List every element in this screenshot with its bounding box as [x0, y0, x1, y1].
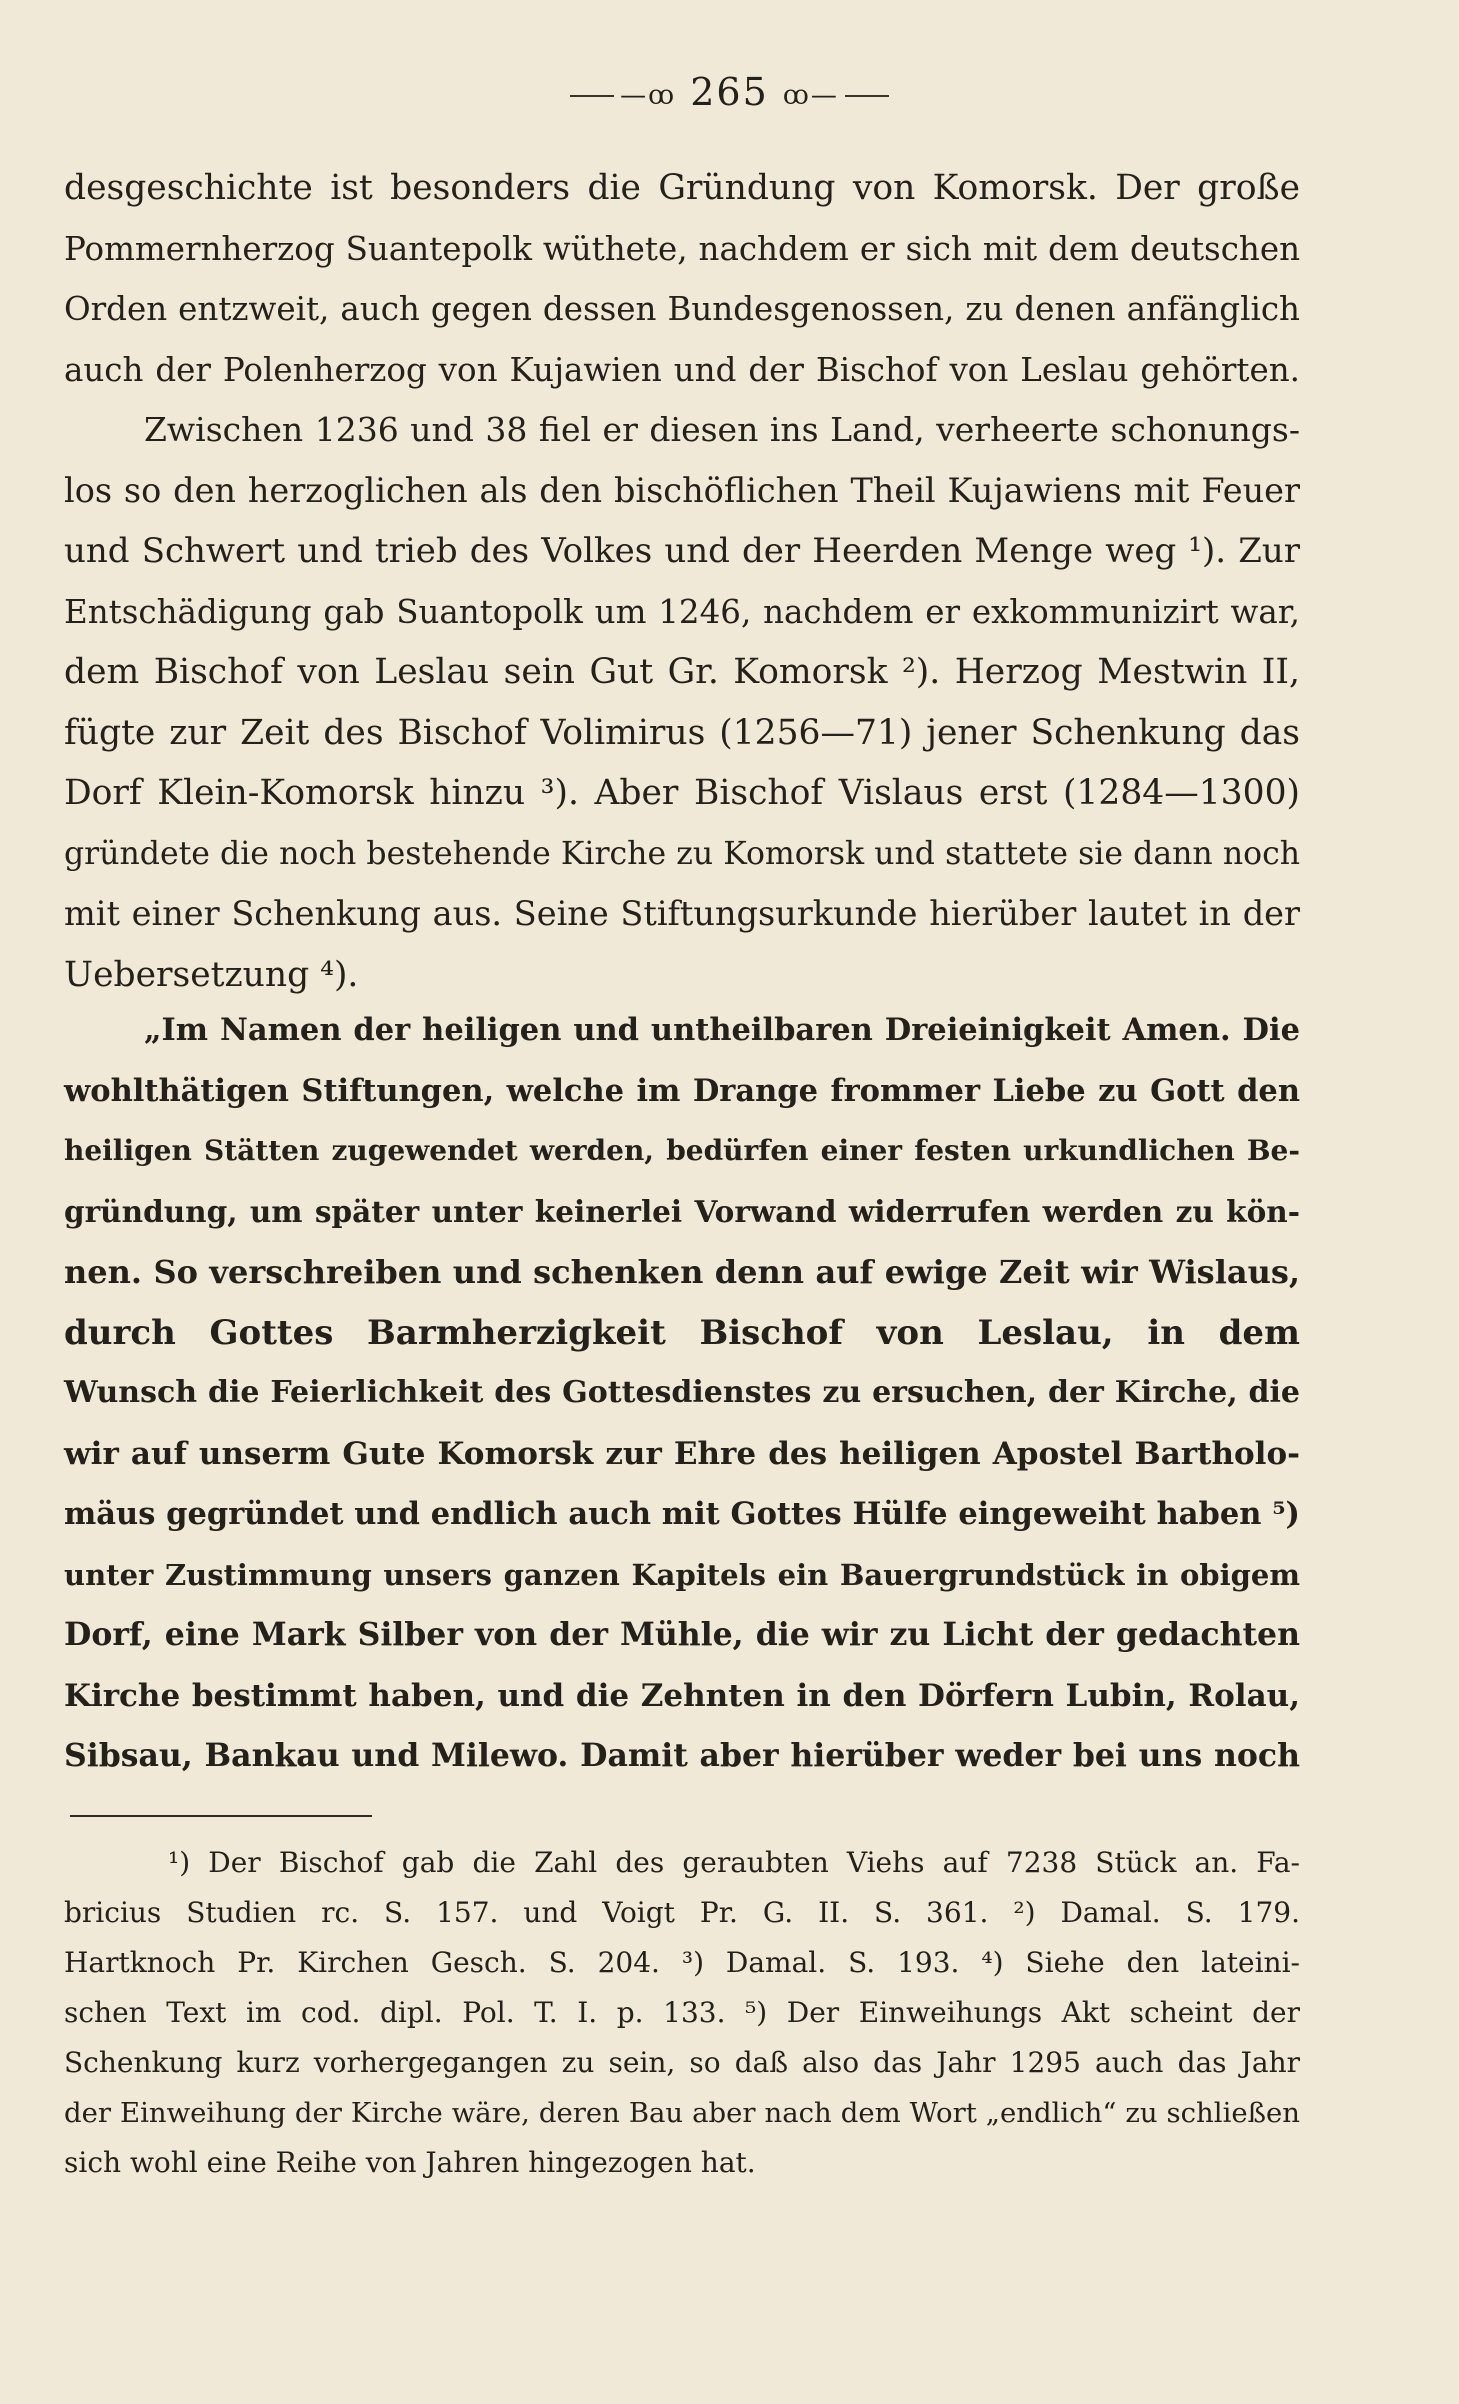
header-rule-left — [570, 95, 614, 97]
quote-line: „Im Namen der heiligen und untheilbaren Dreieinigkeit Amen. Die — [144, 1012, 1300, 1048]
text-line: Entschädigung gab Suantopolk um 1246, nachdem er exkommunizirt war, — [64, 592, 1300, 631]
text-line: dem Bischof von Leslau sein Gut Gr. Komorsk ²). Herzog Mestwin II, — [64, 652, 1300, 692]
footnotes — [64, 1838, 1300, 2188]
quoted-charter — [64, 1000, 1300, 1787]
quote-line: unter Zustimmung unsers ganzen Kapitels ein Bauergrundstück in obigem — [64, 1557, 1300, 1592]
text-line: los so den herzoglichen als den bischöflichen Theil Kujawiens mit Feuer — [64, 470, 1300, 510]
text-line: gründete die noch bestehende Kirche zu Komorsk und stattete sie dann noch — [64, 835, 1300, 872]
quote-line: Dorf, eine Mark Silber von der Mühle, die wir zu Licht der gedachten — [64, 1616, 1300, 1653]
text-line: Pommernherzog Suantepolk wüthete, nachdem er sich mit dem deutschen — [64, 229, 1300, 268]
quote-line: durch Gottes Barmherzigkeit Bischof von Leslau, in dem — [64, 1312, 1300, 1353]
header-rule-right — [845, 95, 889, 97]
footnote-line: schen Text im cod. dipl. Pol. T. I. p. 133. ⁵) Der Einweihungs Akt scheint der — [64, 1996, 1300, 2029]
text-line: Dorf Klein-Komorsk hinzu ³). Aber Bischof Vislaus erst (1284—1300) — [64, 773, 1300, 813]
footnote-line: sich wohl eine Reihe von Jahren hingezogen hat. — [64, 2146, 756, 2179]
footnote-line: bricius Studien rc. S. 157. und Voigt Pr. G. II. S. 361. ²) Damal. S. 179. — [64, 1896, 1300, 1929]
header-ornament-right: ꝏ— — [782, 80, 839, 111]
quote-line: Sibsau, Bankau und Milewo. Damit aber hierüber weder bei uns noch — [64, 1737, 1300, 1774]
text-line: mit einer Schenkung aus. Seine Stiftungsurkunde hierüber lautet in der — [64, 894, 1300, 933]
text-line: Zwischen 1236 und 38 fiel er diesen ins Land, verheerte schonungs- — [144, 410, 1300, 449]
text-line: Uebersetzung ⁴). — [64, 954, 359, 995]
quote-line: wohlthätigen Stiftungen, welche im Drange frommer Liebe zu Gott den — [64, 1072, 1300, 1109]
header-ornament-left: —ꝏ — [620, 80, 677, 111]
main-text — [64, 158, 1300, 1005]
quote-line: gründung, um später unter keinerlei Vorwand widerrufen werden zu kön- — [64, 1193, 1300, 1229]
text-line: Orden entzweit, auch gegen dessen Bundesgenossen, zu denen anfänglich — [64, 290, 1300, 328]
quote-line: nen. So verschreiben und schenken denn auf ewige Zeit wir Wislaus, — [64, 1253, 1300, 1291]
quote-line: Kirche bestimmt haben, und die Zehnten in den Dörfern Lubin, Rolau, — [64, 1677, 1300, 1714]
footnote-line: ¹) Der Bischof gab die Zahl des geraubten Viehs auf 7238 Stück an. Fa- — [168, 1846, 1300, 1879]
page-number: 265 — [690, 70, 769, 114]
quote-line: wir auf unserm Gute Komorsk zur Ehre des heiligen Apostel Bartholo- — [64, 1435, 1300, 1472]
quote-line: mäus gegründet und endlich auch mit Gottes Hülfe eingeweiht haben ⁵) — [64, 1496, 1300, 1532]
text-line: desgeschichte ist besonders die Gründung von Komorsk. Der große — [64, 168, 1300, 208]
quote-line: Wunsch die Feierlichkeit des Gottesdienstes zu ersuchen, der Kirche, die — [64, 1375, 1300, 1410]
text-line: fügte zur Zeit des Bischof Volimirus (1256—71) jener Schenkung das — [64, 712, 1300, 753]
footnote-line: der Einweihung der Kirche wäre, deren Bau aber nach dem Wort „endlich“ zu schließen — [64, 2097, 1300, 2129]
quote-line: heiligen Stätten zugewendet werden, bedürfen einer festen urkundlichen Be- — [64, 1134, 1300, 1167]
page-header — [0, 70, 1459, 114]
text-line: auch der Polenherzog von Kujawien und der Bischof von Leslau gehörten. — [64, 350, 1300, 389]
footnote-divider — [70, 1815, 372, 1817]
footnote-line: Hartknoch Pr. Kirchen Gesch. S. 204. ³) Damal. S. 193. ⁴) Siehe den lateini- — [64, 1946, 1300, 1979]
footnote-line: Schenkung kurz vorhergegangen zu sein, so daß also das Jahr 1295 auch das Jahr — [64, 2046, 1300, 2079]
text-line: und Schwert und trieb des Volkes und der Heerden Menge weg ¹). Zur — [64, 531, 1300, 571]
